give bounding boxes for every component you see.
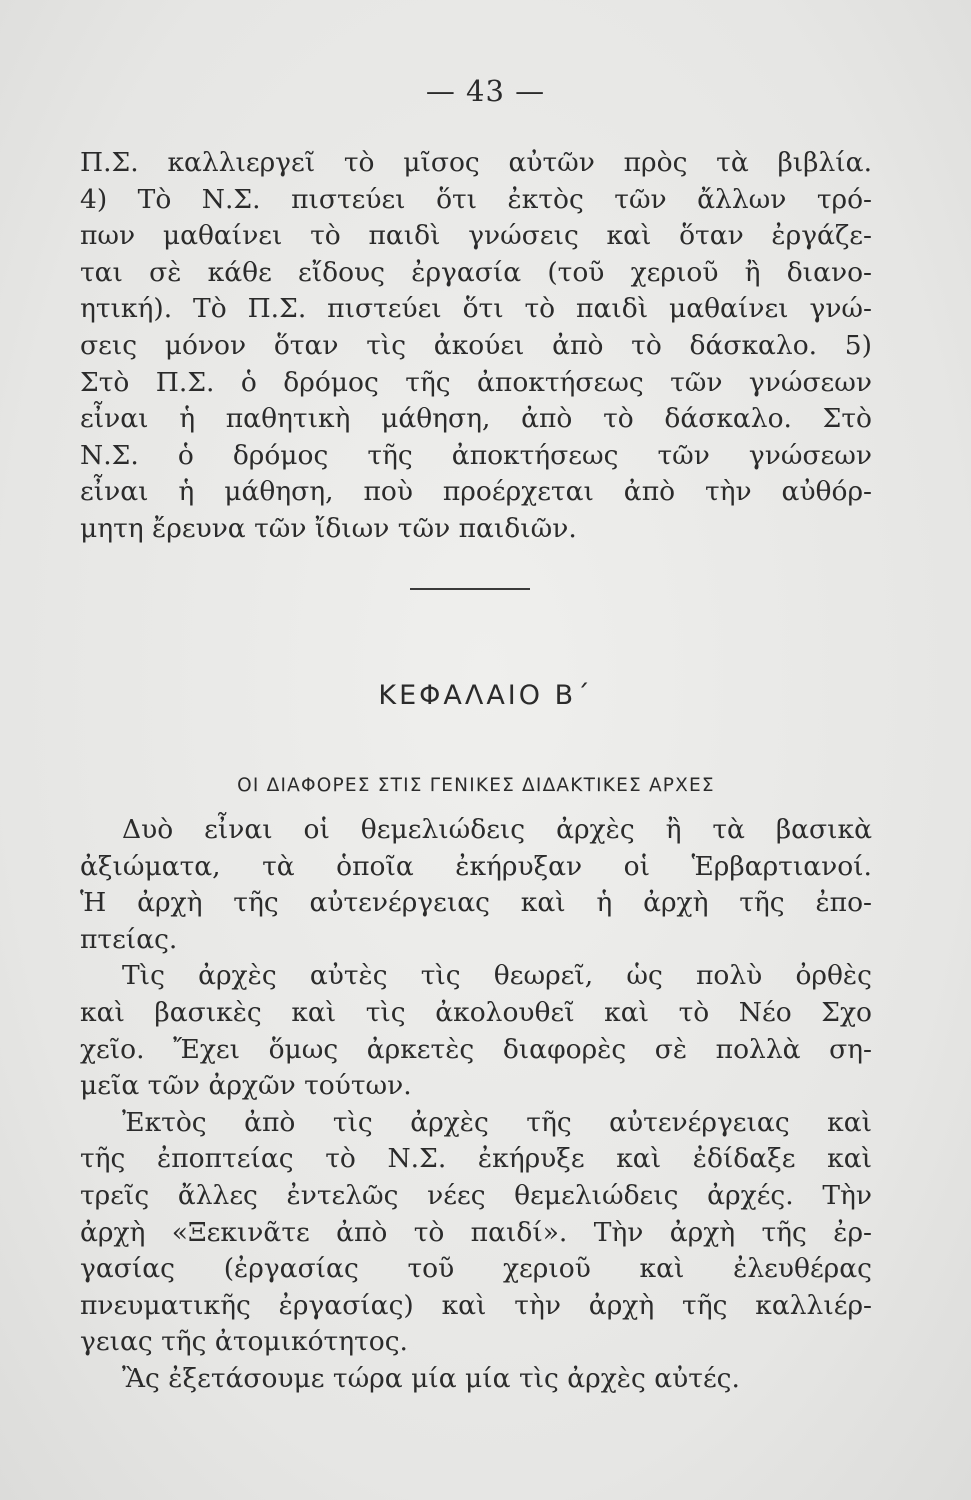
text-line: Ν.Σ. ὁ δρόμος τῆς ἀποκτήσεως τῶν γνώσεων — [80, 439, 872, 471]
text-line: Δυὸ εἶναι οἱ θεμελιώδεις ἀρχὲς ἢ τὰ βασικὰ — [122, 814, 872, 845]
text-line: πτείας. — [80, 923, 178, 955]
text-line: εἶναι ἡ παθητικὴ μάθηση, ἀπὸ τὸ δάσκαλο. Στὸ — [80, 403, 872, 435]
text-line: ητική). Τὸ Π.Σ. πιστεύει ὅτι τὸ παιδὶ μαθαίνει γνώ- — [80, 293, 872, 325]
text-line: ται σὲ κάθε εἴδους ἐργασία (τοῦ χεριοῦ ἢ διανο- — [80, 256, 872, 288]
text-line: γειας τῆς ἀτομικότητος. — [80, 1326, 408, 1358]
text-line: γασίας (ἐργασίας τοῦ χεριοῦ καὶ ἐλευθέρας — [80, 1253, 872, 1285]
text-line: πων μαθαίνει τὸ παιδὶ γνώσεις καὶ ὅταν ἐργάζε- — [80, 220, 872, 252]
section-divider — [410, 588, 530, 590]
text-line: Ἡ ἀρχὴ τῆς αὐτενέργειας καὶ ἡ ἀρχὴ τῆς ἐπο- — [80, 887, 872, 919]
text-line: Στὸ Π.Σ. ὁ δρόμος τῆς ἀποκτήσεως τῶν γνώσεων — [80, 366, 872, 398]
chapter-subtitle: ΟΙ ΔΙΑΦΟΡΕΣ ΣΤΙΣ ΓΕΝΙΚΕΣ ΔΙΔΑΚΤΙΚΕΣ ΑΡΧΕΣ — [237, 775, 715, 796]
text-line: μητη ἔρευνα τῶν ἴδιων τῶν παιδιῶν. — [80, 512, 577, 544]
text-line: 4) Τὸ Ν.Σ. πιστεύει ὅτι ἐκτὸς τῶν ἄλλων τρό- — [80, 183, 872, 215]
text-line: ἀξιώματα, τὰ ὁποῖα ἐκήρυξαν οἱ Ἑρβαρτιανοί. — [80, 850, 872, 882]
text-line: πνευματικῆς ἐργασίας) καὶ τὴν ἀρχὴ τῆς καλλιέρ- — [80, 1289, 872, 1321]
chapter-title: ΚΕΦΑΛΑΙΟ Β΄ — [378, 680, 593, 711]
text-line: τῆς ἐποπτείας τὸ Ν.Σ. ἐκήρυξε καὶ ἐδίδαξε καὶ — [80, 1143, 872, 1175]
text-line: Ἐκτὸς ἀπὸ τὶς ἀρχὲς τῆς αὐτενέργειας καὶ — [122, 1106, 872, 1138]
text-line: Τὶς ἀρχὲς αὐτὲς τὶς θεωρεῖ, ὡς πολὺ ὀρθὲς — [122, 960, 872, 992]
text-line: εἶναι ἡ μάθηση, ποὺ προέρχεται ἀπὸ τὴν αὐθόρ- — [80, 476, 872, 508]
page-number: — 43 — — [425, 74, 546, 108]
text-line: σεις μόνον ὅταν τὶς ἀκούει ἀπὸ τὸ δάσκαλο. 5) — [80, 329, 872, 361]
text-line: χεῖο. Ἔχει ὅμως ἀρκετὲς διαφορὲς σὲ πολλὰ ση- — [80, 1033, 872, 1065]
chapter-body — [80, 812, 872, 1398]
text-line: καὶ βασικὲς καὶ τὶς ἀκολουθεῖ καὶ τὸ Νέο Σχο — [80, 996, 872, 1028]
text-line: Π.Σ. καλλιεργεῖ τὸ μῖσος αὐτῶν πρὸς τὰ βιβλία. — [80, 147, 872, 178]
text-line: ἀρχὴ «Ξεκινᾶτε ἀπὸ τὸ παιδί». Τὴν ἀρχὴ τῆς ἐρ- — [80, 1216, 872, 1248]
text-line: μεῖα τῶν ἀρχῶν τούτων. — [80, 1070, 412, 1102]
text-line: Ἂς ἐξετάσουμε τώρα μία μία τὶς ἀρχὲς αὐτές. — [122, 1362, 740, 1394]
paragraph-continuation — [80, 145, 872, 548]
text-line: τρεῖς ἄλλες ἐντελῶς νέες θεμελιώδεις ἀρχές. Τὴν — [80, 1179, 872, 1211]
